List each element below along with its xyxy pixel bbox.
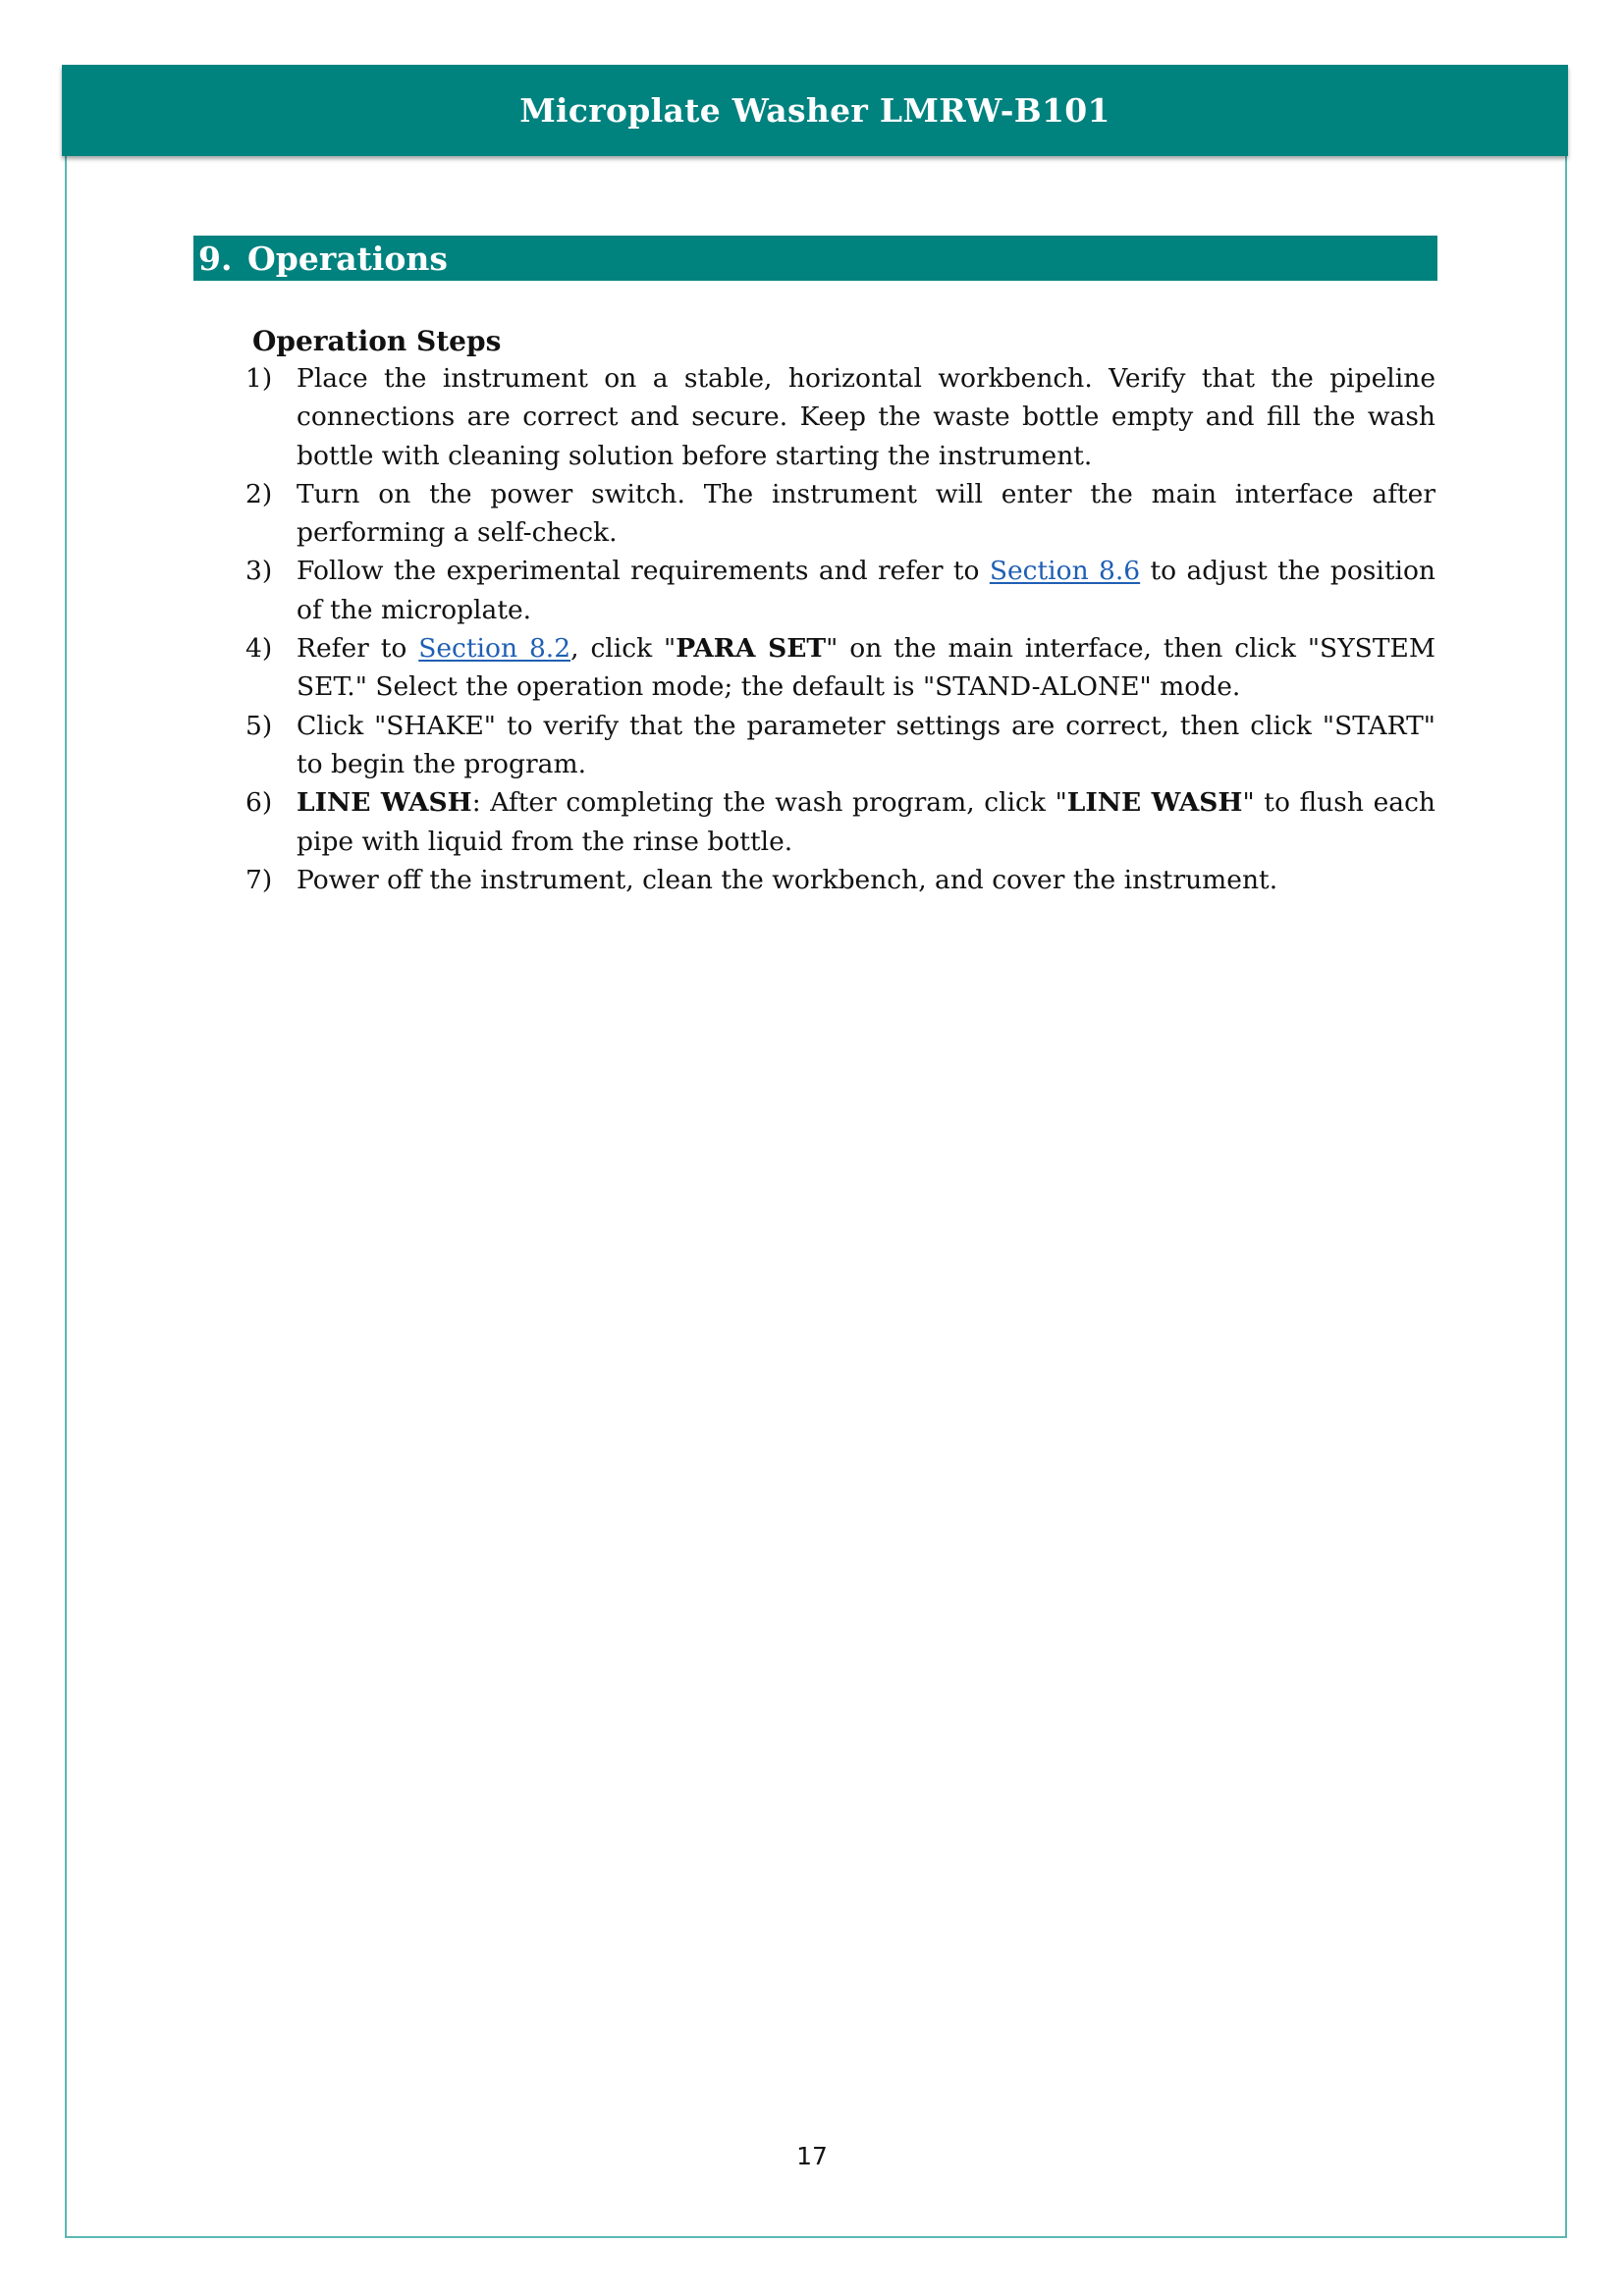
step-text: " to flush each pipe with liquid from the rinse bottle.: [297, 787, 1435, 857]
step-text: Refer to: [297, 633, 419, 665]
document-title: Microplate Washer LMRW-B101: [519, 91, 1110, 130]
step-5: [245, 707, 1435, 784]
step-number: 7): [245, 864, 273, 895]
section-8-2-link[interactable]: Section 8.2: [418, 633, 571, 665]
section-heading-bar: [193, 236, 1437, 281]
operation-steps-list: [245, 359, 1435, 899]
step-text: Turn on the power switch. The instrument will enter the main interface after performing a self-check.: [297, 478, 1435, 549]
page-number: 17: [796, 2142, 828, 2170]
step-text: Power off the instrument, clean the workbench, and cover the instrument.: [297, 864, 1278, 895]
step-text: Click "SHAKE" to verify that the parameter settings are correct, then click "START" to begin the program.: [297, 710, 1435, 779]
section-title: Operations: [247, 239, 448, 278]
step-text: to adjust the position of the microplate.: [297, 556, 1435, 625]
step-number: 4): [245, 633, 273, 665]
step-3: [245, 552, 1435, 629]
step-text: Follow the experimental requirements and refer to: [297, 556, 990, 587]
header-bar: [62, 65, 1568, 156]
line-wash-label: LINE WASH: [297, 787, 472, 819]
step-number: 3): [245, 556, 273, 587]
section-heading: [198, 240, 448, 278]
step-text: " on the main interface, then click "SYSTEM SET." Select the operation mode; the default is "STAND-ALONE" mode.: [297, 633, 1435, 703]
step-text: Place the instrument on a stable, horizontal workbench. Verify that the pipeline connections are correct and secure. Keep the waste bottle empty and fill the wash bottle with cleaning solution before starting the instrument.: [297, 363, 1435, 471]
step-4: [245, 629, 1435, 707]
section-number: 9.: [198, 239, 233, 278]
step-6: [245, 783, 1435, 861]
step-number: 2): [245, 478, 273, 509]
para-set-label: PARA SET: [676, 633, 827, 665]
step-number: 6): [245, 787, 273, 819]
step-7: [245, 861, 1435, 899]
step-1: [245, 359, 1435, 475]
step-text: , click ": [570, 633, 677, 665]
step-text: : After completing the wash program, click ": [471, 787, 1067, 819]
subheading-operation-steps: Operation Steps: [252, 325, 502, 357]
section-8-6-link[interactable]: Section 8.6: [989, 556, 1141, 587]
step-2: [245, 475, 1435, 553]
step-number: 1): [245, 363, 273, 394]
step-number: 5): [245, 710, 273, 741]
line-wash-label: LINE WASH: [1066, 787, 1243, 819]
